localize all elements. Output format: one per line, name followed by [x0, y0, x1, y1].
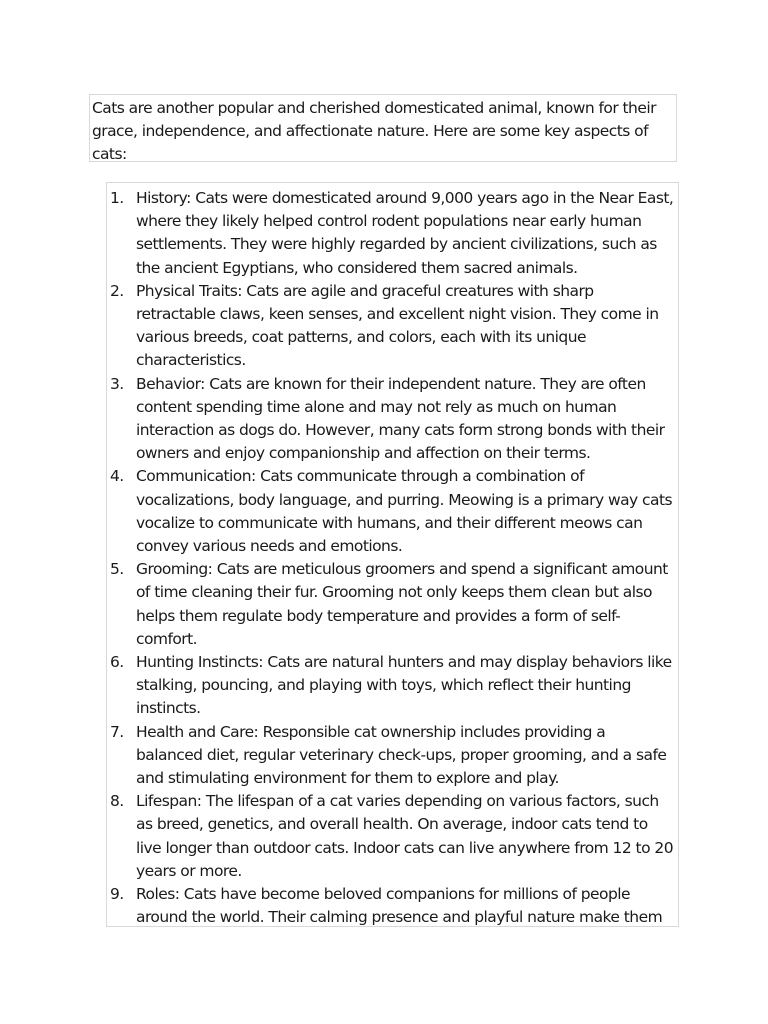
aspects-list-box — [106, 182, 679, 927]
list-item-text: Grooming: Cats are meticulous groomers and spend a significant amount of time cleaning their fur. Grooming not only keeps them clean but also helps them regulate body temperature and provides a form of self-comfort. — [136, 560, 668, 648]
list-item — [110, 280, 674, 373]
list-item-number: 5. — [110, 560, 124, 579]
list-item — [110, 883, 674, 927]
list-item-number: 8. — [110, 792, 124, 811]
list-item — [110, 651, 674, 721]
list-item-text: Lifespan: The lifespan of a cat varies depending on various factors, such as breed, genetics, and overall health. On average, indoor cats tend to live longer than outdoor cats. Indoor cats can live anywhere from 12 to 20 years or more. — [136, 792, 674, 880]
list-item — [110, 558, 674, 651]
list-item — [110, 465, 674, 558]
list-item-number: 1. — [110, 189, 124, 207]
aspects-list — [107, 183, 678, 927]
list-item-text: Health and Care: Responsible cat ownership includes providing a balanced diet, regular veterinary check-ups, proper grooming, and a safe and stimulating environment for them to explore and play. — [136, 722, 667, 788]
list-item — [110, 721, 674, 791]
list-item-number: 3. — [110, 374, 124, 393]
list-item-number: 7. — [110, 722, 124, 741]
intro-paragraph — [89, 94, 677, 162]
list-item-text: Physical Traits: Cats are agile and graceful creatures with sharp retractable claws, keen senses, and excellent night vision. They come in various breeds, coat patterns, and colors, each with its unique characteristics. — [136, 281, 659, 370]
list-item-number: 6. — [110, 653, 124, 672]
list-item-number: 2. — [110, 281, 124, 300]
intro-text: Cats are another popular and cherished domesticated animal, known for their grace, independence, and affectionate nature. Here are some key aspects of cats: — [92, 99, 656, 162]
list-item — [110, 790, 674, 883]
list-item-text: Behavior: Cats are known for their independent nature. They are often content spending time alone and may not rely as much on human interaction as dogs do. However, many cats form strong bonds with their owners and enjoy companionship and affection on their terms. — [136, 374, 665, 463]
list-item-text: Hunting Instincts: Cats are natural hunters and may display behaviors like stalking, pouncing, and playing with toys, which reflect their hunting instincts. — [136, 653, 672, 718]
list-item — [110, 373, 674, 466]
list-item-number: 9. — [110, 885, 124, 904]
list-item-text: History: Cats were domesticated around 9,000 years ago in the Near East, where they likely helped control rodent populations near early human settlements. They were highly regarded by ancient civilizations, such as the ancient Egyptians, who considered them sacred animals. — [136, 189, 674, 277]
list-item-text: Roles: Cats have become beloved companions for millions of people around the world. Their calming presence and playful nature make them — [136, 885, 663, 927]
list-item — [110, 187, 674, 280]
list-item-text: Communication: Cats communicate through a combination of vocalizations, body language, and purring. Meowing is a primary way cats vocalize to communicate with humans, and their different meows can convey various needs and emotions. — [136, 467, 673, 556]
list-item-number: 4. — [110, 467, 124, 486]
